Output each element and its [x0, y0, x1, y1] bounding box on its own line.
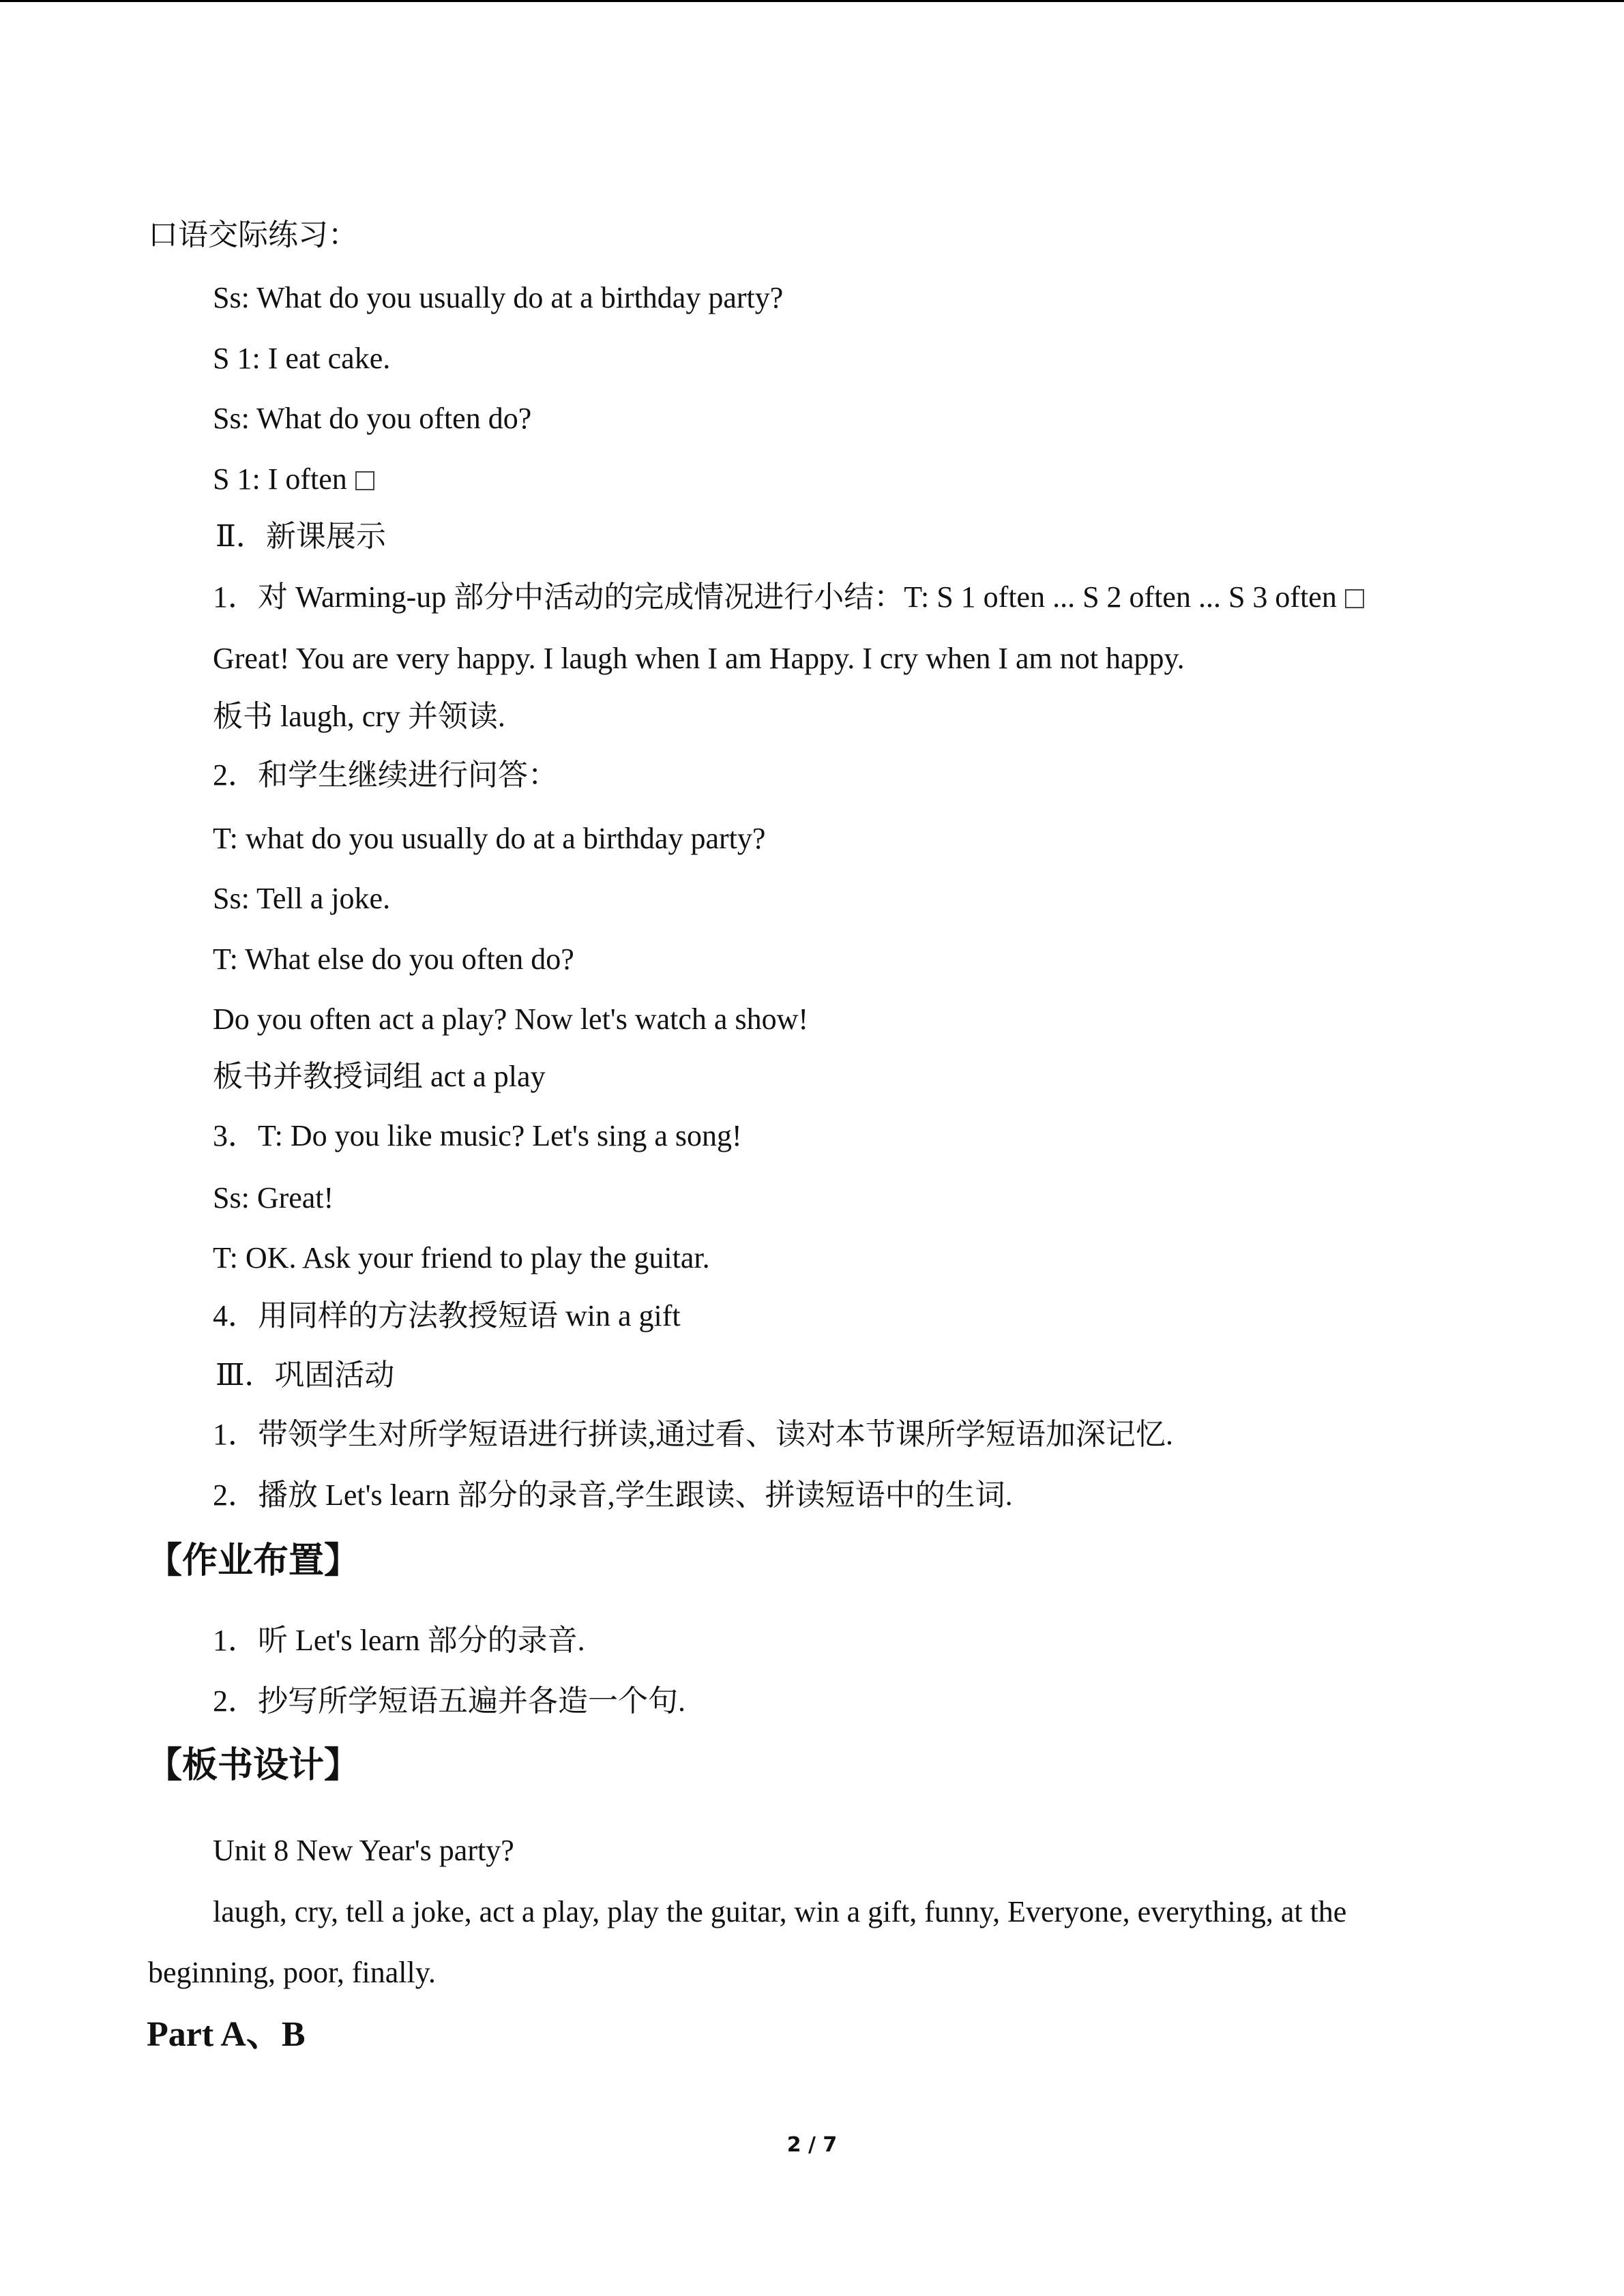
- board-design-heading: 【板书设计】: [147, 1745, 360, 1786]
- part2-item1-board: 板书 laugh, cry 并领读.: [213, 700, 505, 733]
- top-border: [0, 0, 1624, 2]
- blank-box-icon: [355, 471, 374, 490]
- dialog-line-text: S 1: I often: [213, 462, 347, 496]
- part3-item: 2．播放 Let's learn 部分的录音,学生跟读、拼读短语中的生词.: [213, 1478, 1013, 1512]
- section-intro: 口语交际练习：: [148, 218, 358, 252]
- homework-item: 2．抄写所学短语五遍并各造一个句.: [213, 1684, 685, 1718]
- homework-heading: 【作业布置】: [147, 1540, 360, 1581]
- part2-item1-text: 1．对 Warming-up 部分中活动的完成情况进行小结：T: S 1 often ... S 2 often ... S 3 often: [213, 580, 1337, 614]
- dialog-line: Ss: What do you usually do at a birthday party?: [213, 281, 784, 314]
- board-design-words-cont: beginning, poor, finally.: [148, 1956, 436, 1989]
- part2-title: Ⅱ．新课展示: [216, 520, 386, 553]
- part2-item4: 4．用同样的方法教授短语 win a gift: [213, 1299, 681, 1332]
- part2-item3-line: Ss: Great!: [213, 1181, 334, 1214]
- next-part-heading: Part A、B: [147, 2015, 306, 2054]
- blank-box-icon: [1345, 589, 1364, 608]
- board-design-words: laugh, cry, tell a joke, act a play, play the guitar, win a gift, funny, Everyone, everything, at the: [213, 1895, 1347, 1928]
- part2-item2-line: T: what do you usually do at a birthday party?: [213, 822, 766, 855]
- page-number: 2 / 7: [786, 2133, 838, 2157]
- part2-item2-line: Do you often act a play? Now let's watch a show!: [213, 1002, 808, 1036]
- part3-item: 1．带领学生对所学短语进行拼读,通过看、读对本节课所学短语加深记忆.: [213, 1418, 1173, 1451]
- board-design-title: Unit 8 New Year's party?: [213, 1834, 514, 1867]
- dialog-line: S 1: I eat cake.: [213, 342, 391, 375]
- part2-item2: 2．和学生继续进行问答：: [213, 758, 558, 792]
- part2-item1-cont: Great! You are very happy. I laugh when I am Happy. I cry when I am not happy.: [213, 642, 1185, 675]
- part3-title: Ⅲ．巩固活动: [216, 1358, 395, 1392]
- part2-item3: 3．T: Do you like music? Let's sing a song!: [213, 1119, 742, 1152]
- part2-item3-line: T: OK. Ask your friend to play the guitar.: [213, 1241, 710, 1274]
- part2-item2-line: 板书并教授词组 act a play: [213, 1060, 546, 1093]
- homework-item: 1．听 Let's learn 部分的录音.: [213, 1624, 585, 1657]
- dialog-line-with-blank: [213, 460, 374, 499]
- part2-item2-line: T: What else do you often do?: [213, 942, 574, 976]
- part2-item2-line: Ss: Tell a joke.: [213, 882, 391, 915]
- dialog-line: Ss: What do you often do?: [213, 402, 532, 435]
- part2-item1: [213, 578, 1364, 617]
